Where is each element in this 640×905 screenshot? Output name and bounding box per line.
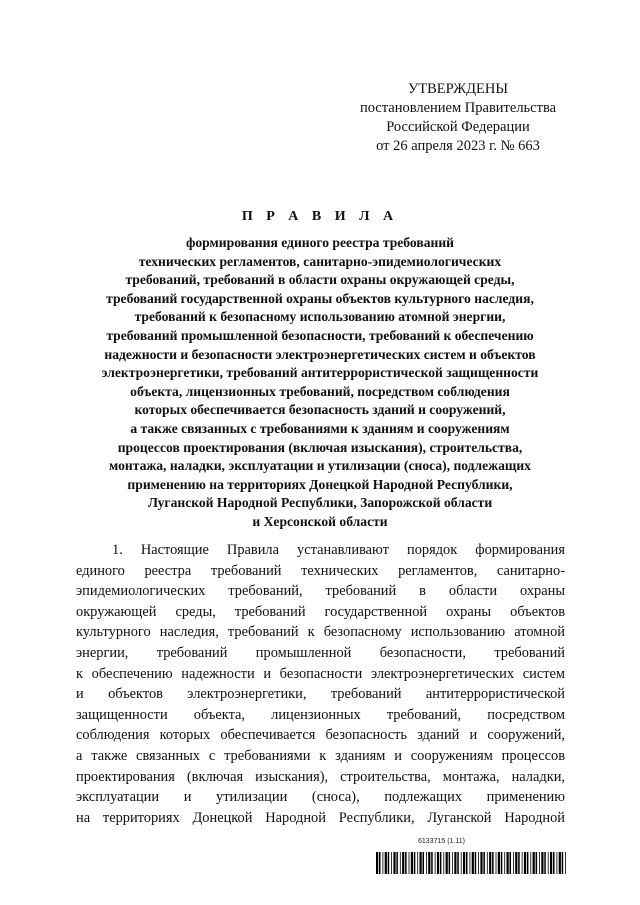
- subtitle-line: требований государственной охраны объектов культурного наследия,: [106, 290, 534, 306]
- body-line: энергии, требований промышленной безопасности, требований: [76, 644, 565, 661]
- approval-title: УТВЕРЖДЕНЫ: [407, 81, 509, 97]
- approval-government: Российской Федерации: [386, 119, 530, 135]
- paragraph-1: [76, 540, 565, 828]
- body-line: окружающей среды, требований государственной охраны объектов: [76, 603, 565, 620]
- subtitle-line: формирования единого реестра требований: [185, 235, 455, 250]
- subtitle-line: а также связанных с требованиями к зданиям и сооружениям: [130, 420, 510, 436]
- body-line: соблюдения которых обеспечивается безопасность зданий и сооружений,: [76, 727, 565, 744]
- subtitle-line: требований к безопасному использованию атомной энергии,: [134, 309, 506, 325]
- document-code: 6133715 (1.11): [418, 838, 465, 845]
- body-line: эксплуатации и утилизации (сноса), подлежащих применению: [76, 789, 565, 806]
- subtitle-line: электроэнергетики, требований антитеррористической защищенности: [101, 365, 539, 381]
- subtitle-line: и Херсонской области: [252, 513, 388, 529]
- body-line: и объектов электроэнергетики, требований антитеррористической: [76, 686, 565, 703]
- subtitle-line: требований промышленной безопасности, требований к обеспечению: [106, 327, 534, 343]
- subtitle-line: монтажа, наладки, эксплуатации и утилизации (сноса), подлежащих: [109, 458, 531, 474]
- subtitle-line: процессов проектирования (включая изыскания), строительства,: [117, 439, 523, 455]
- subtitle-line: применению на территориях Донецкой Народной Республики,: [127, 476, 513, 492]
- body-line: эпидемиологических требований, требований в области охраны: [76, 583, 565, 600]
- body-line: к обеспечению надежности и безопасности электроэнергетических систем: [76, 665, 565, 682]
- body-line: проектирования (включая изыскания), строительства, монтажа, наладки,: [76, 768, 565, 785]
- subtitle-line: Луганской Народной Республики, Запорожской области: [147, 495, 493, 511]
- body-line: культурного наследия, требований к безопасному использованию атомной: [76, 624, 565, 641]
- subtitle-line: технических регламентов, санитарно-эпидемиологических: [138, 253, 502, 269]
- approval-decree: постановлением Правительства: [359, 100, 557, 116]
- subtitle-line: которых обеспечивается безопасность зданий и сооружений,: [134, 402, 506, 418]
- document-heading: П Р А В И Л А: [241, 209, 399, 224]
- body-line: защищенности объекта, лицензионных требований, посредством: [76, 706, 565, 723]
- body-line: а также связанных с требованиями к зданиям и сооружениям процессов: [76, 747, 565, 764]
- body-line: единого реестра требований технических регламентов, санитарно-: [76, 562, 565, 579]
- subtitle-line: надежности и безопасности электроэнергетических систем и объектов: [104, 346, 536, 362]
- document-subtitle: [58, 234, 582, 532]
- body-line: 1. Настоящие Правила устанавливают порядок формирования: [112, 542, 565, 558]
- subtitle-line: объекта, лицензионных требований, посредством соблюдения: [130, 383, 510, 399]
- barcode: [376, 852, 566, 874]
- approval-block: [348, 80, 568, 156]
- body-line: на территориях Донецкой Народной Республики, Луганской Народной: [76, 809, 565, 826]
- approval-date-number: от 26 апреля 2023 г. № 663: [376, 138, 540, 154]
- subtitle-line: требований, требований в области охраны окружающей среды,: [125, 272, 515, 288]
